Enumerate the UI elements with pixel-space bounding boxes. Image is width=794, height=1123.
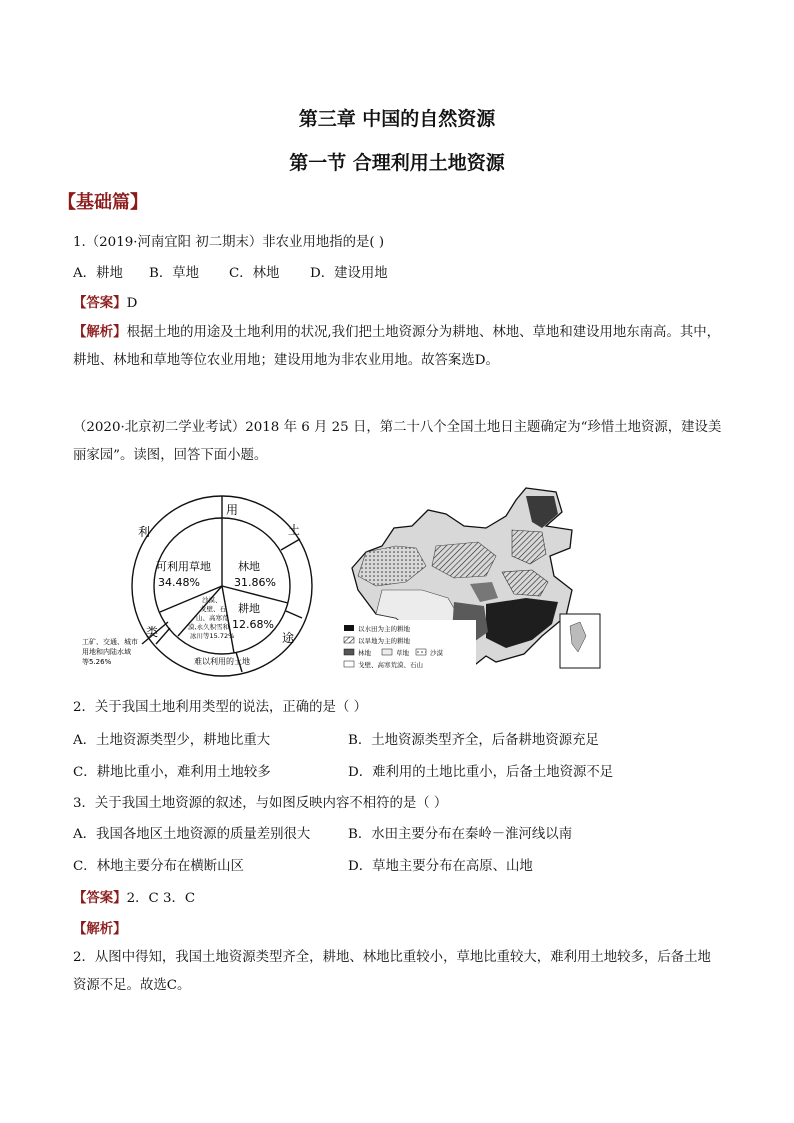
legend-paddy: 以水田为主的耕地 xyxy=(358,625,410,633)
q1-option-c: C．林地 xyxy=(229,266,280,281)
ring-char-tu2: 途 xyxy=(282,631,295,645)
ring-char-lei: 类 xyxy=(146,625,159,639)
other-line-1: 工矿、交通、城市 xyxy=(82,638,138,646)
desert-line-5: 冰川等15.72% xyxy=(190,632,235,640)
part-label: 【基础篇】 xyxy=(58,192,148,213)
arable-label: 耕地 xyxy=(238,602,260,615)
other-line-2: 用地和内陆水域 xyxy=(82,648,131,656)
answer-value: 2．C 3．C xyxy=(126,891,196,906)
q2-3-answer xyxy=(73,887,195,906)
land-use-pie-figure xyxy=(82,494,338,684)
desert-line-3: 山、高寒荒 xyxy=(196,614,229,622)
arable-value: 12.68% xyxy=(232,618,274,631)
q3-option-a: A．我国各地区土地资源的质量差别很大 xyxy=(73,827,311,842)
q3-option-c: C．林地主要分布在横断山区 xyxy=(73,859,244,874)
q3-option-d: D．草地主要分布在高原、山地 xyxy=(348,859,533,874)
chapter-title: 第三章 中国的自然资源 xyxy=(298,108,496,130)
legend-barren: 戈壁、高寒荒漠、石山 xyxy=(358,661,423,669)
answer-value: D xyxy=(126,296,138,311)
ring-char-yong: 用 xyxy=(226,503,239,517)
grass-label: 可利用草地 xyxy=(156,560,211,573)
q1-option-a: A．耕地 xyxy=(73,266,123,281)
analysis-text: 根据土地的用途及土地利用的状况,我们把土地资源分为耕地、林地、草地和建设用地东南高。其中，耕地、林地和草地等位农业用地；建设用地为非农业用地。故答案选D。 xyxy=(73,325,721,368)
forest-label: 林地 xyxy=(238,560,260,573)
q2-option-a: A．土地资源类型少，耕地比重大 xyxy=(73,733,271,748)
q3-option-b: B．水田主要分布在秦岭－淮河线以南 xyxy=(348,827,573,842)
legend-grass: 草地 xyxy=(396,649,409,657)
question-intro: （2020·北京初二学业考试）2018 年 6 月 25 日，第二十八个全国土地日主题确定为“珍惜土地资源，建设美丽家园”。读图，回答下面小题。 xyxy=(73,420,722,463)
desert-line-4: 漠,永久积雪和 xyxy=(188,623,230,631)
forest-value: 31.86% xyxy=(234,576,276,589)
q2-3-analysis-tag xyxy=(73,918,127,937)
q3-stem: 3．关于我国土地资源的叙述，与如图反映内容不相符的是（ ） xyxy=(73,796,448,811)
ring-char-tu: 土 xyxy=(288,523,301,537)
legend-dry: 以旱地为主的耕地 xyxy=(358,637,410,645)
q2-option-c: C．耕地比重小，难利用土地较多 xyxy=(73,765,271,780)
q2-option-d: D．难利用的土地比重小，后备土地资源不足 xyxy=(348,765,614,780)
q1-answer xyxy=(73,292,137,311)
legend-forest: 林地 xyxy=(358,649,371,657)
q1-stem: 1.（2019·河南宜阳 初二期末）非农业用地指的是( ) xyxy=(73,235,385,250)
china-land-use-map xyxy=(336,486,616,682)
q2-option-b: B．土地资源类型齐全，后备耕地资源充足 xyxy=(348,733,599,748)
analysis-tag: 【解析】 xyxy=(73,324,127,340)
analysis-tag: 【解析】 xyxy=(73,921,127,937)
legend-desert: 沙漠 xyxy=(430,649,443,657)
q1-option-d: D．建设用地 xyxy=(310,266,388,281)
desert-line-1: 沙漠、 xyxy=(202,596,222,604)
q2-analysis: 2．从图中得知，我国土地资源类型齐全，耕地、林地比重较小，草地比重较大，难利用土地较多，后备土地资源不足。故选C。 xyxy=(73,950,711,993)
other-line-3: 等5.26% xyxy=(82,658,112,666)
grass-value: 34.48% xyxy=(158,576,200,589)
hard-land-label: 难以利用的土地 xyxy=(194,657,250,666)
answer-tag: 【答案】 xyxy=(73,890,127,906)
desert-line-2: 戈壁、石 xyxy=(200,605,226,613)
answer-tag: 【答案】 xyxy=(73,295,127,311)
ring-char-li: 利 xyxy=(138,525,151,539)
section-title: 第一节 合理利用土地资源 xyxy=(289,152,505,174)
q2-stem: 2．关于我国土地利用类型的说法，正确的是（ ） xyxy=(73,700,367,715)
q1-option-b: B．草地 xyxy=(149,266,200,281)
q1-analysis xyxy=(73,318,723,375)
